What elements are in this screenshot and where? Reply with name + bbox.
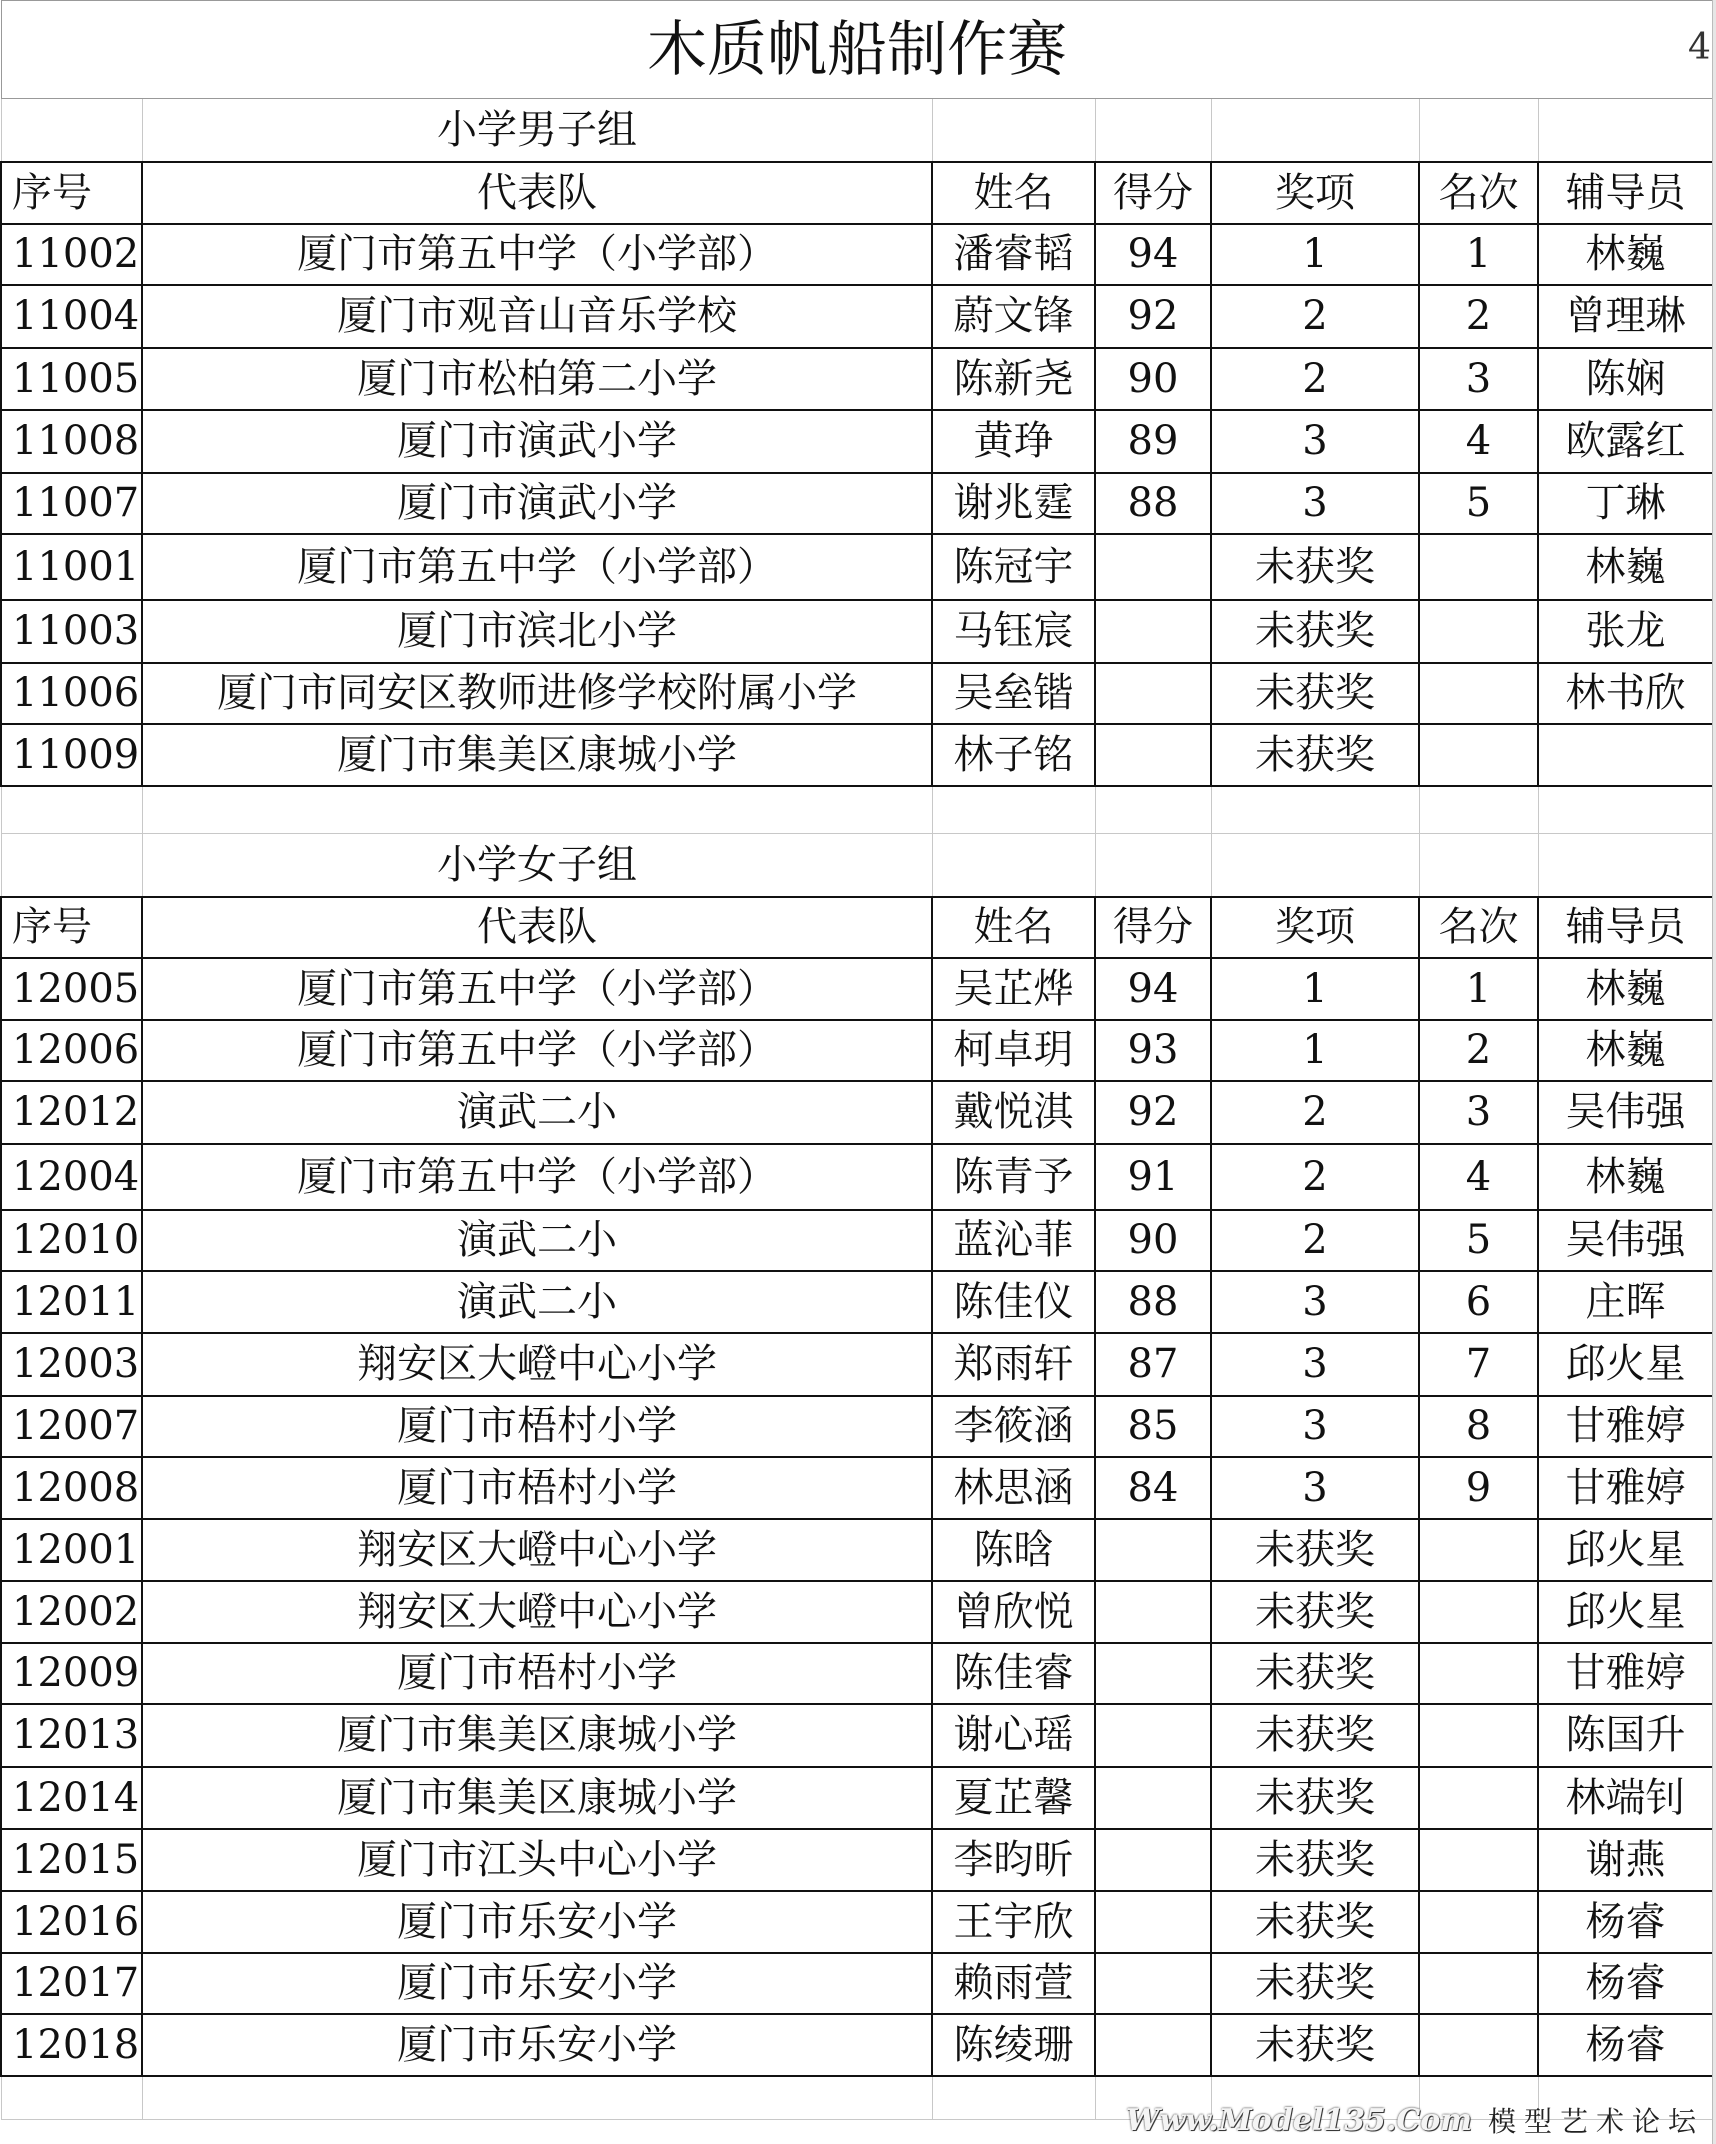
cell-team[interactable]: 厦门市滨北小学 <box>142 600 932 663</box>
next-column-edge <box>1712 0 1716 2144</box>
cell-coach[interactable]: 甘雅婷 <box>1538 1457 1713 1519</box>
cell-name[interactable]: 黄琤 <box>932 410 1095 473</box>
table-row <box>1 1829 1713 1891</box>
cell-rank[interactable]: 9 <box>1419 1457 1538 1519</box>
cell-team[interactable]: 厦门市江头中心小学 <box>142 1829 932 1891</box>
cell-coach[interactable] <box>1538 724 1713 786</box>
cell-score[interactable]: 93 <box>1095 1020 1211 1081</box>
cell-coach[interactable]: 甘雅婷 <box>1538 1396 1713 1457</box>
cell-serial[interactable]: 12014 <box>1 1767 142 1829</box>
column-header: 辅导员 <box>1538 897 1713 958</box>
cell-award[interactable]: 1 <box>1211 958 1419 1020</box>
cell-name[interactable]: 李昀昕 <box>932 1829 1095 1891</box>
cell-score[interactable] <box>1095 534 1211 600</box>
cell-name[interactable]: 陈佳仪 <box>932 1271 1095 1333</box>
cell-rank[interactable]: 6 <box>1419 1271 1538 1333</box>
cell-serial[interactable]: 12008 <box>1 1457 142 1519</box>
empty-cell <box>1538 99 1713 162</box>
cell-rank[interactable]: 3 <box>1419 348 1538 410</box>
cell-coach[interactable]: 林端钊 <box>1538 1767 1713 1829</box>
cell-coach[interactable]: 杨睿 <box>1538 1953 1713 2014</box>
cell-coach[interactable]: 林巍 <box>1538 958 1713 1020</box>
empty-cell <box>1211 99 1419 162</box>
cell-coach[interactable]: 庄晖 <box>1538 1271 1713 1333</box>
cell-name[interactable]: 陈晗 <box>932 1519 1095 1581</box>
column-header: 得分 <box>1095 897 1211 958</box>
group-name: 小学男子组 <box>142 99 932 162</box>
cell-score[interactable] <box>1095 1519 1211 1581</box>
cell-award[interactable]: 未获奖 <box>1211 1767 1419 1829</box>
column-header: 得分 <box>1095 162 1211 224</box>
cell-name[interactable]: 陈绫珊 <box>932 2014 1095 2076</box>
table-row <box>1 600 1713 663</box>
cell-score[interactable]: 94 <box>1095 958 1211 1020</box>
cell-score[interactable]: 89 <box>1095 410 1211 473</box>
empty-cell <box>1 834 142 897</box>
cell-name[interactable]: 林子铭 <box>932 724 1095 786</box>
cell-team[interactable]: 翔安区大嶝中心小学 <box>142 1519 932 1581</box>
cell-serial[interactable]: 12005 <box>1 958 142 1020</box>
cell-rank[interactable] <box>1419 1767 1538 1829</box>
cell-award[interactable]: 1 <box>1211 224 1419 285</box>
cell-name[interactable]: 陈新尧 <box>932 348 1095 410</box>
cell-award[interactable]: 未获奖 <box>1211 1704 1419 1767</box>
cell-serial[interactable]: 11003 <box>1 600 142 663</box>
table-row <box>1 1457 1713 1519</box>
cell-serial[interactable]: 11006 <box>1 663 142 724</box>
column-header: 名次 <box>1419 897 1538 958</box>
cell-team[interactable]: 厦门市梧村小学 <box>142 1643 932 1704</box>
cell-award[interactable]: 3 <box>1211 410 1419 473</box>
cell-team[interactable]: 厦门市演武小学 <box>142 473 932 534</box>
table-row <box>1 1144 1713 1210</box>
cell-team[interactable]: 厦门市第五中学（小学部） <box>142 958 932 1020</box>
cell-serial[interactable]: 11009 <box>1 724 142 786</box>
cell-award[interactable]: 未获奖 <box>1211 724 1419 786</box>
column-header: 奖项 <box>1211 897 1419 958</box>
cell-score[interactable]: 92 <box>1095 285 1211 348</box>
sheet-title: 木质帆船制作赛 <box>1 1 1713 99</box>
cell-rank[interactable] <box>1419 1704 1538 1767</box>
cell-coach[interactable]: 陈国升 <box>1538 1704 1713 1767</box>
cell-team[interactable]: 厦门市集美区康城小学 <box>142 724 932 786</box>
empty-cell <box>932 99 1095 162</box>
table-row <box>1 224 1713 285</box>
table-row <box>1 1020 1713 1081</box>
cell-award[interactable]: 2 <box>1211 285 1419 348</box>
cell-rank[interactable]: 5 <box>1419 1210 1538 1271</box>
title-row <box>1 1 1713 99</box>
watermark <box>1126 2100 1704 2140</box>
cell-name[interactable]: 林思涵 <box>932 1457 1095 1519</box>
cell-serial[interactable]: 12018 <box>1 2014 142 2076</box>
cell-award[interactable]: 未获奖 <box>1211 1581 1419 1643</box>
cell-score[interactable] <box>1095 1891 1211 1953</box>
cell-serial[interactable]: 11001 <box>1 534 142 600</box>
table-row <box>1 534 1713 600</box>
column-header: 名次 <box>1419 162 1538 224</box>
cell-name[interactable]: 戴悦淇 <box>932 1081 1095 1144</box>
cell-team[interactable]: 演武二小 <box>142 1081 932 1144</box>
cell-award[interactable]: 未获奖 <box>1211 1643 1419 1704</box>
cell-coach[interactable]: 吴伟强 <box>1538 1081 1713 1144</box>
column-header: 代表队 <box>142 162 932 224</box>
cell-score[interactable]: 88 <box>1095 1271 1211 1333</box>
cell-team[interactable]: 厦门市集美区康城小学 <box>142 1704 932 1767</box>
cell-serial[interactable]: 12002 <box>1 1581 142 1643</box>
cell-score[interactable]: 84 <box>1095 1457 1211 1519</box>
cell-rank[interactable]: 7 <box>1419 1333 1538 1396</box>
cell-score[interactable]: 91 <box>1095 1144 1211 1210</box>
cell-coach[interactable]: 吴伟强 <box>1538 1210 1713 1271</box>
cell-serial[interactable]: 11005 <box>1 348 142 410</box>
cell-rank[interactable] <box>1419 600 1538 663</box>
table-row <box>1 1519 1713 1581</box>
cell-name[interactable]: 蓝沁菲 <box>932 1210 1095 1271</box>
cell-coach[interactable]: 林巍 <box>1538 1020 1713 1081</box>
cell-serial[interactable]: 12006 <box>1 1020 142 1081</box>
column-header: 辅导员 <box>1538 162 1713 224</box>
column-header-row <box>1 162 1713 224</box>
empty-cell[interactable] <box>142 2076 932 2120</box>
cell-award[interactable]: 3 <box>1211 1271 1419 1333</box>
cell-award[interactable]: 1 <box>1211 1020 1419 1081</box>
cell-score[interactable]: 90 <box>1095 348 1211 410</box>
cell-score[interactable] <box>1095 2014 1211 2076</box>
table-row <box>1 1704 1713 1767</box>
column-header: 代表队 <box>142 897 932 958</box>
cell-team[interactable]: 厦门市第五中学（小学部） <box>142 534 932 600</box>
cell-award[interactable]: 未获奖 <box>1211 600 1419 663</box>
cell-score[interactable]: 92 <box>1095 1081 1211 1144</box>
cell-rank[interactable] <box>1419 1581 1538 1643</box>
cell-rank[interactable] <box>1419 724 1538 786</box>
cell-award[interactable]: 3 <box>1211 1457 1419 1519</box>
cell-serial[interactable]: 12010 <box>1 1210 142 1271</box>
cell-coach[interactable]: 甘雅婷 <box>1538 1643 1713 1704</box>
cell-coach[interactable]: 杨睿 <box>1538 2014 1713 2076</box>
cell-rank[interactable]: 3 <box>1419 1081 1538 1144</box>
empty-cell[interactable] <box>1 2076 142 2120</box>
cell-name[interactable]: 曾欣悦 <box>932 1581 1095 1643</box>
cell-serial[interactable]: 12009 <box>1 1643 142 1704</box>
cell-rank[interactable]: 5 <box>1419 473 1538 534</box>
empty-cell <box>1 99 142 162</box>
empty-cell <box>1211 834 1419 897</box>
table-row <box>1 1767 1713 1829</box>
cell-team[interactable]: 厦门市集美区康城小学 <box>142 1767 932 1829</box>
cell-award[interactable]: 2 <box>1211 1210 1419 1271</box>
group-subheader-row <box>1 834 1713 897</box>
cell-rank[interactable]: 4 <box>1419 410 1538 473</box>
table-row <box>1 1581 1713 1643</box>
watermark-forum: 模型艺术论坛 <box>1487 2105 1704 2138</box>
table-row <box>1 1891 1713 1953</box>
cell-coach[interactable]: 杨睿 <box>1538 1891 1713 1953</box>
cell-name[interactable]: 吴垒锴 <box>932 663 1095 724</box>
cell-coach[interactable]: 邱火星 <box>1538 1581 1713 1643</box>
cell-coach[interactable]: 欧露红 <box>1538 410 1713 473</box>
empty-cell[interactable] <box>1211 786 1419 834</box>
cell-team[interactable]: 厦门市梧村小学 <box>142 1396 932 1457</box>
cell-team[interactable]: 厦门市同安区教师进修学校附属小学 <box>142 663 932 724</box>
cell-award[interactable]: 未获奖 <box>1211 534 1419 600</box>
cell-coach[interactable]: 张龙 <box>1538 600 1713 663</box>
table-row <box>1 724 1713 786</box>
empty-cell <box>1419 834 1538 897</box>
table-row <box>1 1271 1713 1333</box>
cell-name[interactable]: 赖雨萱 <box>932 1953 1095 2014</box>
cell-rank[interactable] <box>1419 1891 1538 1953</box>
cell-serial[interactable]: 11007 <box>1 473 142 534</box>
cell-name[interactable]: 郑雨轩 <box>932 1333 1095 1396</box>
empty-cell <box>1538 834 1713 897</box>
cell-score[interactable]: 87 <box>1095 1333 1211 1396</box>
cell-team[interactable]: 演武二小 <box>142 1210 932 1271</box>
cell-team[interactable]: 厦门市乐安小学 <box>142 2014 932 2076</box>
cell-team[interactable]: 厦门市松柏第二小学 <box>142 348 932 410</box>
cell-award[interactable]: 未获奖 <box>1211 1891 1419 1953</box>
table-row <box>1 1210 1713 1271</box>
cell-serial[interactable]: 12003 <box>1 1333 142 1396</box>
table-row <box>1 285 1713 348</box>
edge-label: 4 <box>1688 27 1711 68</box>
column-header: 姓名 <box>932 162 1095 224</box>
cell-name[interactable]: 陈佳睿 <box>932 1643 1095 1704</box>
cell-team[interactable]: 厦门市梧村小学 <box>142 1457 932 1519</box>
cell-rank[interactable] <box>1419 1953 1538 2014</box>
table-row <box>1 663 1713 724</box>
cell-name[interactable]: 柯卓玥 <box>932 1020 1095 1081</box>
cell-team[interactable]: 厦门市乐安小学 <box>142 1953 932 2014</box>
table-row <box>1 473 1713 534</box>
cell-score[interactable]: 85 <box>1095 1396 1211 1457</box>
cell-name[interactable]: 夏芷馨 <box>932 1767 1095 1829</box>
cell-award[interactable]: 未获奖 <box>1211 1953 1419 2014</box>
empty-row <box>1 786 1713 834</box>
table-row <box>1 958 1713 1020</box>
cell-serial[interactable]: 11008 <box>1 410 142 473</box>
cell-score[interactable] <box>1095 724 1211 786</box>
cell-name[interactable]: 谢兆霆 <box>932 473 1095 534</box>
cell-serial[interactable]: 12011 <box>1 1271 142 1333</box>
cell-name[interactable]: 王宇欣 <box>932 1891 1095 1953</box>
empty-cell[interactable] <box>1419 786 1538 834</box>
cell-award[interactable]: 未获奖 <box>1211 1829 1419 1891</box>
cell-serial[interactable]: 12004 <box>1 1144 142 1210</box>
column-header: 序号 <box>1 162 142 224</box>
cell-score[interactable] <box>1095 1953 1211 2014</box>
cell-name[interactable]: 谢心瑶 <box>932 1704 1095 1767</box>
empty-cell <box>1095 99 1211 162</box>
cell-award[interactable]: 2 <box>1211 1144 1419 1210</box>
cell-serial[interactable]: 12001 <box>1 1519 142 1581</box>
watermark-url: Www.Model135.Com <box>1125 2102 1472 2138</box>
table-row <box>1 410 1713 473</box>
cell-score[interactable]: 90 <box>1095 1210 1211 1271</box>
column-header-row <box>1 897 1713 958</box>
cell-name[interactable]: 陈冠宇 <box>932 534 1095 600</box>
table-row <box>1 1081 1713 1144</box>
cell-serial[interactable]: 12017 <box>1 1953 142 2014</box>
cell-name[interactable]: 李筱涵 <box>932 1396 1095 1457</box>
cell-score[interactable]: 88 <box>1095 473 1211 534</box>
cell-coach[interactable]: 邱火星 <box>1538 1519 1713 1581</box>
empty-cell <box>932 834 1095 897</box>
table-row <box>1 1396 1713 1457</box>
table-row <box>1 2014 1713 2076</box>
cell-award[interactable]: 未获奖 <box>1211 663 1419 724</box>
cell-award[interactable]: 2 <box>1211 348 1419 410</box>
cell-award[interactable]: 3 <box>1211 1333 1419 1396</box>
cell-serial[interactable]: 12016 <box>1 1891 142 1953</box>
cell-serial[interactable]: 12015 <box>1 1829 142 1891</box>
cell-team[interactable]: 厦门市观音山音乐学校 <box>142 285 932 348</box>
cell-rank[interactable] <box>1419 2014 1538 2076</box>
empty-cell[interactable] <box>932 786 1095 834</box>
column-header: 姓名 <box>932 897 1095 958</box>
cell-serial[interactable]: 11004 <box>1 285 142 348</box>
cell-rank[interactable]: 2 <box>1419 1020 1538 1081</box>
cell-coach[interactable]: 曾理琳 <box>1538 285 1713 348</box>
column-header: 奖项 <box>1211 162 1419 224</box>
cell-score[interactable] <box>1095 1767 1211 1829</box>
cell-team[interactable]: 演武二小 <box>142 1271 932 1333</box>
cell-team[interactable]: 厦门市乐安小学 <box>142 1891 932 1953</box>
cell-rank[interactable] <box>1419 1829 1538 1891</box>
cell-coach[interactable]: 林巍 <box>1538 224 1713 285</box>
cell-award[interactable]: 3 <box>1211 1396 1419 1457</box>
cell-score[interactable] <box>1095 663 1211 724</box>
empty-cell <box>1095 834 1211 897</box>
cell-score[interactable] <box>1095 600 1211 663</box>
table-row <box>1 1953 1713 2014</box>
cell-serial[interactable]: 12012 <box>1 1081 142 1144</box>
cell-name[interactable]: 蔚文锋 <box>932 285 1095 348</box>
cell-award[interactable]: 未获奖 <box>1211 2014 1419 2076</box>
cell-rank[interactable]: 4 <box>1419 1144 1538 1210</box>
cell-rank[interactable]: 1 <box>1419 224 1538 285</box>
cell-coach[interactable]: 林书欣 <box>1538 663 1713 724</box>
cell-serial[interactable]: 11002 <box>1 224 142 285</box>
cell-coach[interactable]: 谢燕 <box>1538 1829 1713 1891</box>
cell-team[interactable]: 厦门市第五中学（小学部） <box>142 1020 932 1081</box>
cell-score[interactable] <box>1095 1581 1211 1643</box>
cell-score[interactable] <box>1095 1829 1211 1891</box>
cell-coach[interactable]: 林巍 <box>1538 1144 1713 1210</box>
cell-team[interactable]: 翔安区大嶝中心小学 <box>142 1581 932 1643</box>
cell-team[interactable]: 厦门市第五中学（小学部） <box>142 224 932 285</box>
cell-coach[interactable]: 陈娴 <box>1538 348 1713 410</box>
cell-team[interactable]: 厦门市第五中学（小学部） <box>142 1144 932 1210</box>
empty-cell[interactable] <box>932 2076 1095 2120</box>
cell-team[interactable]: 翔安区大嶝中心小学 <box>142 1333 932 1396</box>
cell-coach[interactable]: 丁琳 <box>1538 473 1713 534</box>
group-name: 小学女子组 <box>142 834 932 897</box>
column-header: 序号 <box>1 897 142 958</box>
cell-score[interactable]: 94 <box>1095 224 1211 285</box>
cell-rank[interactable]: 2 <box>1419 285 1538 348</box>
cell-name[interactable]: 潘睿韬 <box>932 224 1095 285</box>
table-row <box>1 1643 1713 1704</box>
cell-score[interactable] <box>1095 1704 1211 1767</box>
empty-cell <box>1419 99 1538 162</box>
table-row <box>1 348 1713 410</box>
empty-cell[interactable] <box>1 786 142 834</box>
cell-award[interactable]: 3 <box>1211 473 1419 534</box>
cell-rank[interactable]: 8 <box>1419 1396 1538 1457</box>
table-row <box>1 1333 1713 1396</box>
cell-award[interactable]: 2 <box>1211 1081 1419 1144</box>
group-subheader-row <box>1 99 1713 162</box>
cell-name[interactable]: 吴芷烨 <box>932 958 1095 1020</box>
cell-serial[interactable]: 12007 <box>1 1396 142 1457</box>
cell-rank[interactable] <box>1419 1519 1538 1581</box>
cell-award[interactable]: 未获奖 <box>1211 1519 1419 1581</box>
cell-coach[interactable]: 林巍 <box>1538 534 1713 600</box>
cell-coach[interactable]: 邱火星 <box>1538 1333 1713 1396</box>
cell-score[interactable] <box>1095 1643 1211 1704</box>
cell-team[interactable]: 厦门市演武小学 <box>142 410 932 473</box>
cell-name[interactable]: 陈青予 <box>932 1144 1095 1210</box>
cell-serial[interactable]: 12013 <box>1 1704 142 1767</box>
cell-rank[interactable] <box>1419 663 1538 724</box>
cell-rank[interactable] <box>1419 1643 1538 1704</box>
empty-cell[interactable] <box>1095 786 1211 834</box>
empty-cell[interactable] <box>1538 786 1713 834</box>
cell-rank[interactable]: 1 <box>1419 958 1538 1020</box>
empty-cell[interactable] <box>142 786 932 834</box>
cell-name[interactable]: 马钰宸 <box>932 600 1095 663</box>
cell-rank[interactable] <box>1419 534 1538 600</box>
